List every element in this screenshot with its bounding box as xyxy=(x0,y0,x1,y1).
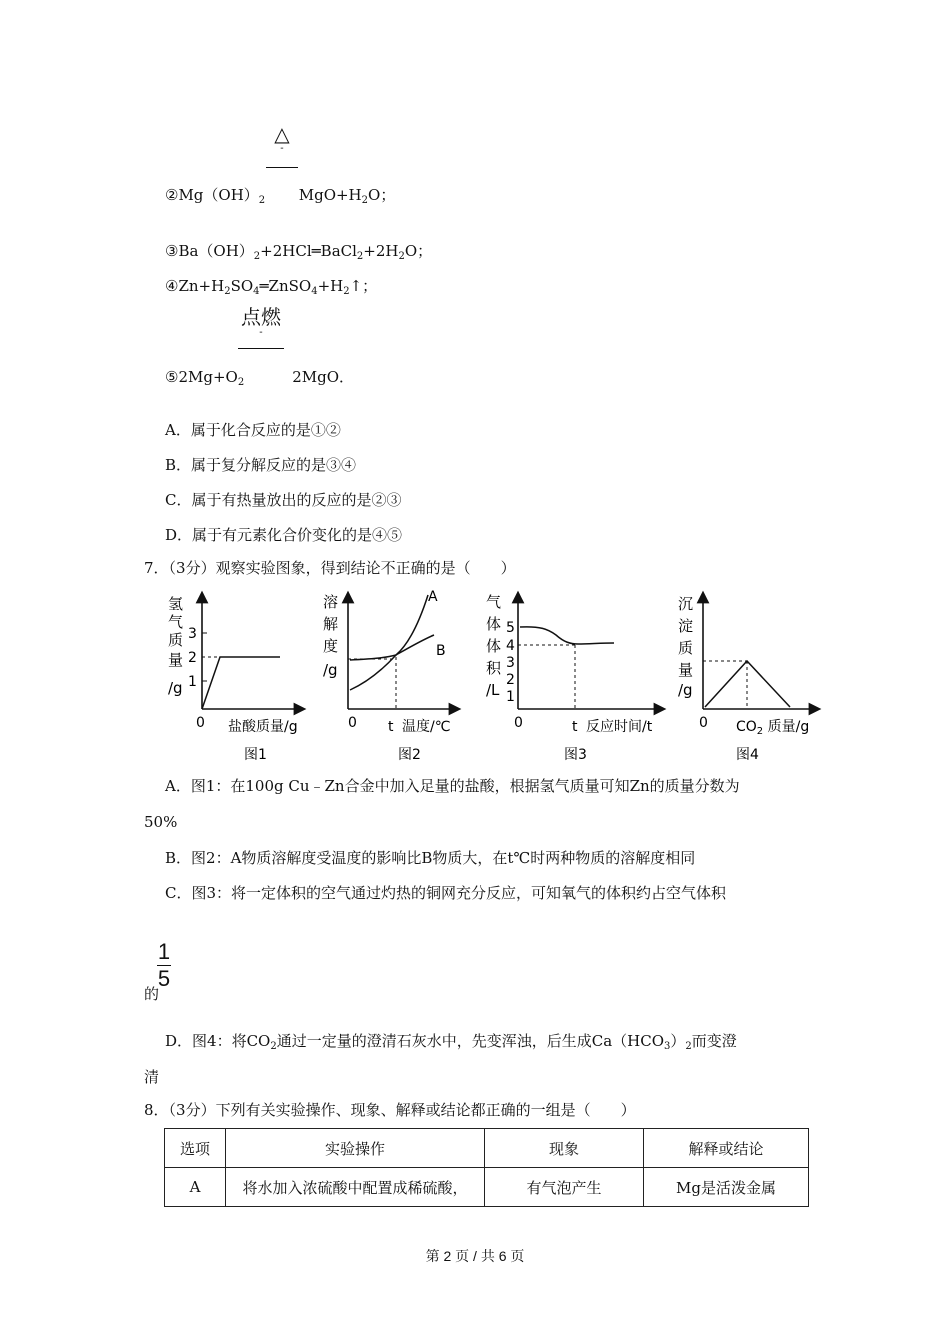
fraction-one-fifth: 1 5 xyxy=(157,939,171,991)
svg-text:反应时间/t: 反应时间/t xyxy=(586,719,653,735)
svg-text:0: 0 xyxy=(699,715,708,731)
svg-text:/g: /g xyxy=(678,681,693,699)
q6-option-a: A．属于化合反应的是①② xyxy=(165,421,341,439)
svg-text:体: 体 xyxy=(486,637,502,655)
figure-3 xyxy=(486,593,660,763)
table-header-row xyxy=(165,1129,809,1168)
header-cell: 实验操作 xyxy=(226,1129,485,1168)
svg-text:气: 气 xyxy=(486,593,502,611)
svg-text:A: A xyxy=(428,589,438,605)
q7-stem: 7．（3分）观察实验图象，得到结论不正确的是（ ） xyxy=(144,559,516,577)
svg-text:解: 解 xyxy=(323,615,339,633)
svg-text:4: 4 xyxy=(506,638,515,654)
svg-text:图1: 图1 xyxy=(244,747,267,763)
header-cell: 选项 xyxy=(165,1129,226,1168)
svg-text:/g: /g xyxy=(323,661,338,679)
svg-text:体: 体 xyxy=(486,615,502,633)
svg-text:3: 3 xyxy=(188,626,197,642)
q7-option-d-line2: 清 xyxy=(144,1068,160,1086)
q8-stem: 8．（3分）下列有关实验操作、现象、解释或结论都正确的一组是（ ） xyxy=(144,1101,636,1119)
q7-option-c-tail: 的 xyxy=(144,985,160,1003)
svg-text:淀: 淀 xyxy=(678,617,694,635)
reaction-4: $④Zn+H_2SO_4═ZnSO_4+H_2↑$； xyxy=(165,277,378,297)
table-cell: 将水加入浓硫酸中配置成稀硫酸， xyxy=(226,1168,485,1207)
svg-text:量: 量 xyxy=(678,661,694,679)
svg-text:图3: 图3 xyxy=(564,747,587,763)
svg-text:图2: 图2 xyxy=(398,747,421,763)
q7-option-b: B．图2：A物质溶解度受温度的影响比B物质大，在t℃时两种物质的溶解度相同 xyxy=(165,849,696,867)
header-cell: 解释或结论 xyxy=(644,1129,809,1168)
svg-text:质: 质 xyxy=(678,639,694,657)
svg-text:质: 质 xyxy=(168,631,184,649)
svg-text:量: 量 xyxy=(168,651,184,669)
svg-text:2: 2 xyxy=(188,650,197,666)
q6-option-c: C．属于有热量放出的反应的是②③ xyxy=(165,491,402,509)
delta-symbol: △ xyxy=(274,122,290,146)
svg-text:氢: 氢 xyxy=(168,595,184,613)
svg-text:图4: 图4 xyxy=(736,747,759,763)
q6-option-d: D．属于有元素化合价变化的是④⑤ xyxy=(165,526,403,544)
svg-text:0: 0 xyxy=(196,715,205,731)
svg-text:3: 3 xyxy=(506,655,515,671)
figure-4 xyxy=(678,595,815,763)
reaction-3: $③Ba(OH)_2+2HCl═BaCl_2+2H_2O$； xyxy=(165,242,433,262)
svg-text:1: 1 xyxy=(506,689,515,705)
svg-text:0: 0 xyxy=(514,715,523,731)
figure-1 xyxy=(168,595,300,763)
page-footer: 第 2 页 / 共 6 页 xyxy=(425,1248,525,1264)
svg-text:t: t xyxy=(388,719,394,735)
svg-text:气: 气 xyxy=(168,613,184,631)
svg-text:/g: /g xyxy=(168,679,183,697)
svg-text:B: B xyxy=(436,643,446,659)
table-row xyxy=(165,1168,809,1207)
q7-option-a-line1: A．图1：在100g Cu﹣Zn合金中加入足量的盐酸，根据氢气质量可知Zn的质量分数为 xyxy=(165,777,740,795)
q7-option-d: D．图4：将$CO_2$通过一定量的澄清石灰水中，先变浑浊，后生成$Ca(HCO_3)_2$而变澄 xyxy=(165,1032,737,1052)
svg-text:1: 1 xyxy=(188,674,197,690)
table-cell: Mg是活泼金属 xyxy=(644,1168,809,1207)
svg-text:溶: 溶 xyxy=(323,593,339,611)
table-cell: 有气泡产生 xyxy=(485,1168,644,1207)
reaction-2: $②Mg(OH)_2$ $MgO+H_2O$； xyxy=(165,186,396,206)
svg-text:沉: 沉 xyxy=(678,595,694,613)
svg-text:积: 积 xyxy=(486,659,502,677)
ignite-condition: 点燃 - xyxy=(238,306,284,349)
svg-text:度: 度 xyxy=(323,637,339,655)
q8-table xyxy=(164,1128,809,1207)
svg-text:CO2 质量/g: $CO_2$ 质量/g xyxy=(736,719,810,737)
svg-text:0: 0 xyxy=(348,715,357,731)
svg-text:t: t xyxy=(572,719,578,735)
q7-option-c: C．图3：将一定体积的空气通过灼热的铜网充分反应，可知氧气的体积约占空气体积 xyxy=(165,884,727,902)
svg-text:5: 5 xyxy=(506,620,515,636)
svg-text:盐酸质量/g: 盐酸质量/g xyxy=(228,719,298,735)
svg-text:2: 2 xyxy=(506,672,515,688)
heat-condition: △ - xyxy=(266,124,298,168)
svg-text:温度/℃: 温度/℃ xyxy=(402,719,451,735)
q7-option-a-line2: 50% xyxy=(144,813,178,831)
q6-option-b: B．属于复分解反应的是③④ xyxy=(165,456,357,474)
header-cell: 现象 xyxy=(485,1129,644,1168)
q7-figures xyxy=(0,585,950,765)
svg-text:/L: /L xyxy=(486,681,500,699)
reaction-5: $⑤2Mg+O_2$ 2MgO． xyxy=(165,368,355,388)
table-cell: A xyxy=(165,1168,226,1207)
figure-2 xyxy=(323,589,455,763)
